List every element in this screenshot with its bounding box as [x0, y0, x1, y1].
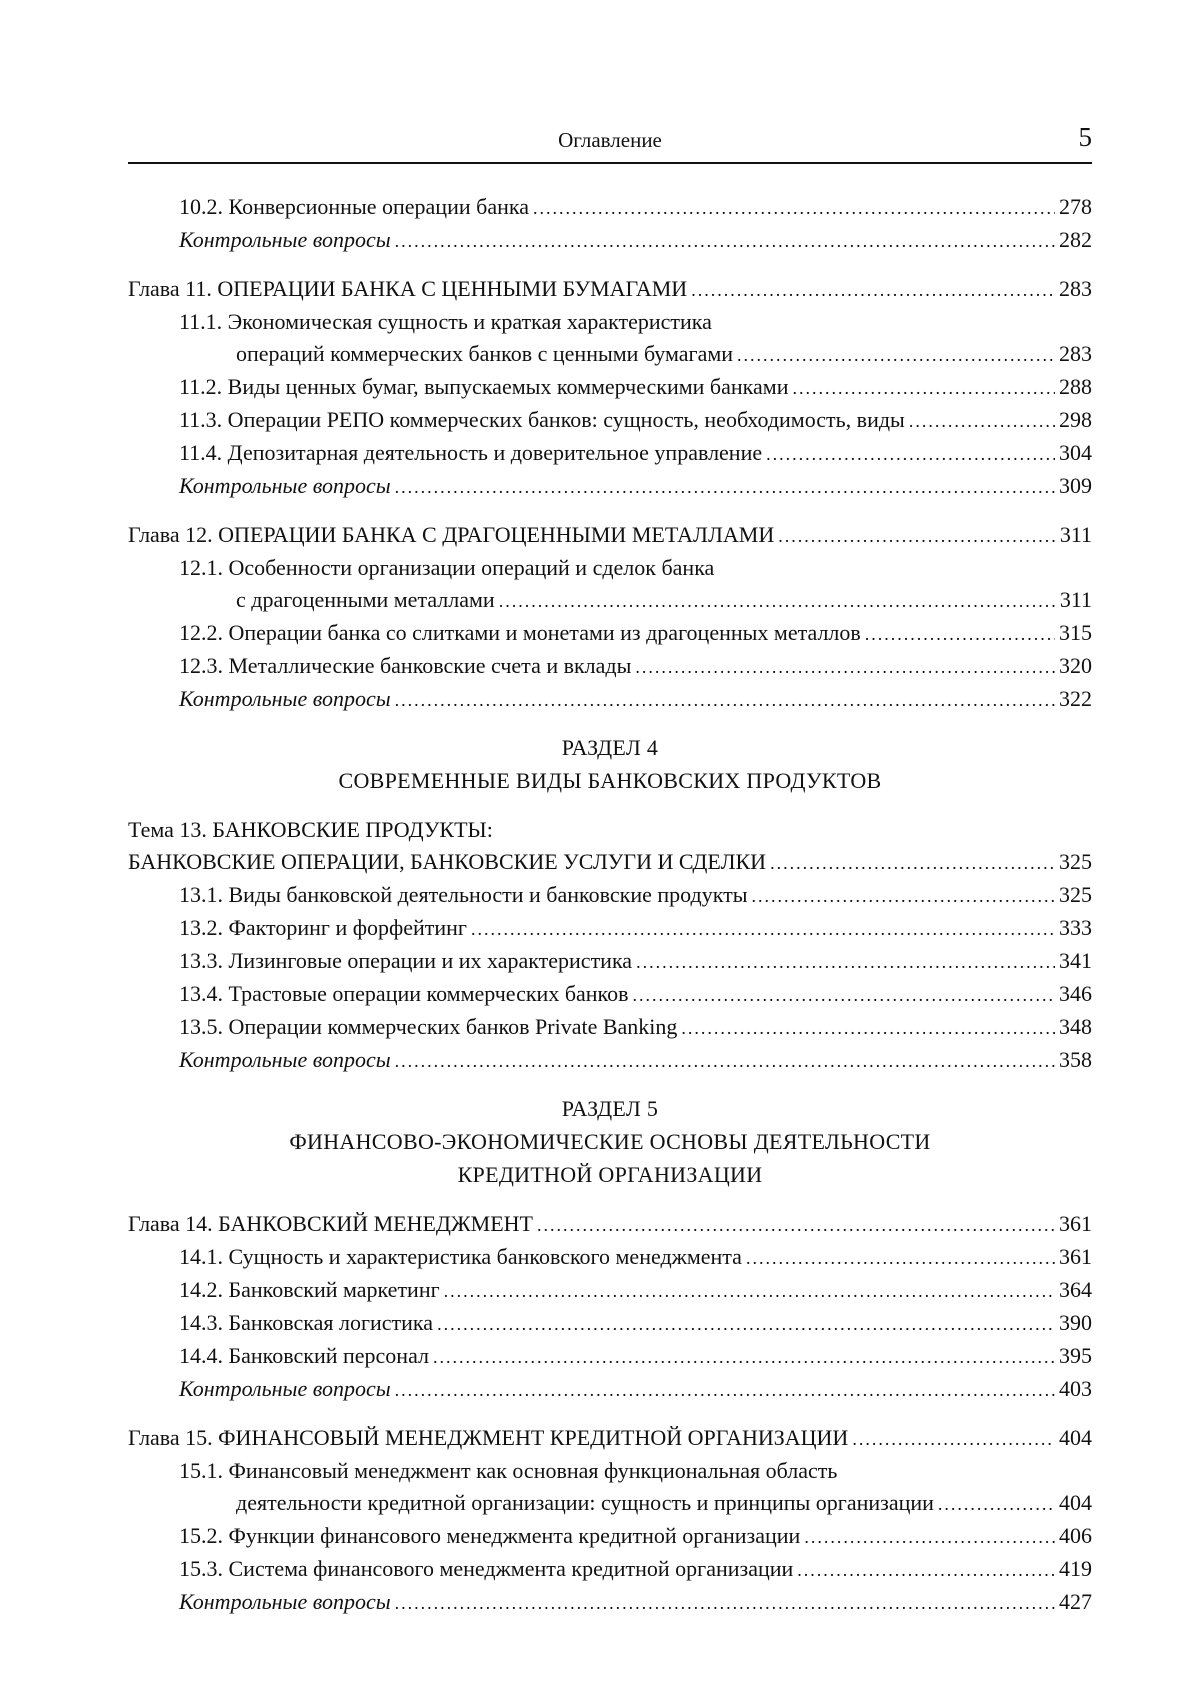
toc-entry: [128, 649, 1092, 682]
toc-entry: [128, 1519, 1092, 1552]
dot-leader: [778, 520, 1056, 553]
dot-leader: [636, 946, 1055, 979]
toc-entry-label: 11.3. Операции РЕПО коммерческих банков: сущность, необходимость, виды: [179, 407, 905, 432]
toc-entry-line: 11.1. Экономическая сущность и краткая характеристика: [179, 309, 712, 334]
page-number: 5: [1078, 122, 1092, 152]
toc-entry-page: 325: [1059, 882, 1092, 907]
dot-leader: [395, 684, 1055, 717]
dot-leader: [691, 274, 1055, 307]
dot-leader: [766, 438, 1055, 471]
toc-entry: [128, 1306, 1092, 1339]
dot-leader: [938, 1488, 1055, 1521]
toc-entry-page: 361: [1059, 1244, 1092, 1269]
toc-entry-line: 12.1. Особенности организации операций и сделок банка: [179, 555, 715, 580]
table-of-contents: [128, 190, 1092, 1618]
toc-entry-page: 288: [1059, 374, 1092, 399]
running-header: [128, 122, 1092, 164]
toc-entry: [128, 436, 1092, 469]
toc-entry-page: 315: [1059, 620, 1092, 645]
toc-entry: [128, 403, 1092, 436]
dot-leader: [865, 618, 1055, 651]
toc-entry-label: 13.3. Лизинговые операции и их характеристика: [179, 948, 633, 973]
toc-entry-label: Глава 12. ОПЕРАЦИИ БАНКА С ДРАГОЦЕННЫМИ МЕТАЛЛАМИ: [128, 522, 775, 547]
toc-entry-page: 406: [1059, 1523, 1092, 1548]
toc-entry-page: 395: [1059, 1343, 1092, 1368]
toc-entry-label: операций коммерческих банков с ценными бумагами: [236, 341, 734, 366]
toc-entry-label: Глава 15. ФИНАНСОВЫЙ МЕНЕДЖМЕНТ КРЕДИТНОЙ ОРГАНИЗАЦИИ: [128, 1425, 849, 1450]
dot-leader: [471, 913, 1055, 946]
toc-entry: [128, 1273, 1092, 1306]
dot-leader: [444, 1275, 1055, 1308]
toc-entry-label: 15.2. Функции финансового менеджмента кредитной организации: [179, 1523, 801, 1548]
toc-entry-page: 333: [1059, 915, 1092, 940]
section-subtitle: СОВРЕМЕННЫЕ ВИДЫ БАНКОВСКИХ ПРОДУКТОВ: [338, 768, 882, 793]
toc-entry-page: 346: [1059, 981, 1092, 1006]
dot-leader: [852, 1423, 1055, 1456]
toc-chapter: [128, 845, 1092, 878]
dot-leader: [395, 1587, 1055, 1620]
toc-entry-label: 14.1. Сущность и характеристика банковского менеджмента: [179, 1244, 742, 1269]
toc-entry: [128, 1585, 1092, 1618]
toc-entry-label: 13.4. Трастовые операции коммерческих банков: [179, 981, 629, 1006]
toc-entry-page: 283: [1059, 276, 1092, 301]
toc-entry-label: Контрольные вопросы: [179, 1376, 391, 1401]
toc-entry-page: 311: [1059, 587, 1092, 612]
section-title: РАЗДЕЛ 5: [561, 1096, 659, 1121]
toc-entry: [128, 1486, 1092, 1519]
dot-leader: [395, 225, 1055, 258]
toc-entry: [128, 1552, 1092, 1585]
toc-entry: [128, 583, 1092, 616]
toc-entry-label: Глава 11. ОПЕРАЦИИ БАНКА С ЦЕННЫМИ БУМАГАМИ: [128, 276, 688, 301]
toc-entry: [128, 911, 1092, 944]
toc-entry-line: Тема 13. БАНКОВСКИЕ ПРОДУКТЫ:: [128, 817, 493, 842]
dot-leader: [804, 1521, 1055, 1554]
dot-leader: [395, 471, 1055, 504]
dot-leader: [797, 1554, 1055, 1587]
toc-entry: [128, 1043, 1092, 1076]
toc-entry-page: 361: [1059, 1211, 1092, 1236]
toc-entry-page: 348: [1059, 1014, 1092, 1039]
toc-entry: [128, 682, 1092, 715]
toc-entry-label: Контрольные вопросы: [179, 227, 391, 252]
dot-leader: [737, 339, 1055, 372]
dot-leader: [433, 1341, 1055, 1374]
dot-leader: [499, 585, 1056, 618]
section-subtitle: ФИНАНСОВО-ЭКОНОМИЧЕСКИЕ ОСНОВЫ ДЕЯТЕЛЬНОСТИ: [289, 1129, 931, 1154]
toc-chapter: [128, 518, 1092, 551]
toc-entry-label: 11.4. Депозитарная деятельность и доверительное управление: [179, 440, 763, 465]
toc-entry-label: 14.4. Банковский персонал: [179, 1343, 430, 1368]
toc-entry-label: 13.1. Виды банковской деятельности и банковские продукты: [179, 882, 748, 907]
toc-entry-page: 320: [1059, 653, 1092, 678]
toc-entry: [128, 1372, 1092, 1405]
toc-entry-page: 322: [1059, 686, 1092, 711]
dot-leader: [681, 1012, 1055, 1045]
toc-entry-label: 11.2. Виды ценных бумаг, выпускаемых коммерческими банками: [179, 374, 789, 399]
dot-leader: [633, 979, 1055, 1012]
toc-entry-label: Контрольные вопросы: [179, 1589, 391, 1614]
section-subtitle: КРЕДИТНОЙ ОРГАНИЗАЦИИ: [457, 1162, 763, 1187]
toc-entry-label: Контрольные вопросы: [179, 1047, 391, 1072]
dot-leader: [537, 1209, 1055, 1242]
dot-leader: [395, 1374, 1055, 1407]
toc-entry-page: 278: [1059, 194, 1092, 219]
toc-entry-page: 341: [1059, 948, 1092, 973]
toc-entry-page: 419: [1059, 1556, 1092, 1581]
toc-entry-label: 12.3. Металлические банковские счета и вклады: [179, 653, 632, 678]
toc-entry-page: 309: [1059, 473, 1092, 498]
toc-entry: [128, 469, 1092, 502]
toc-entry: [128, 977, 1092, 1010]
dot-leader: [746, 1242, 1055, 1275]
dot-leader: [533, 192, 1055, 225]
section-title: РАЗДЕЛ 4: [561, 735, 659, 760]
header-title: Оглавление: [558, 128, 662, 152]
toc-entry-page: 282: [1059, 227, 1092, 252]
toc-entry-label: 13.5. Операции коммерческих банков Private Banking: [179, 1014, 678, 1039]
dot-leader: [752, 880, 1056, 913]
toc-entry-label: с драгоценными металлами: [236, 587, 495, 612]
toc-entry: [128, 1240, 1092, 1273]
dot-leader: [395, 1045, 1055, 1078]
toc-entry-label: 14.2. Банковский маркетинг: [179, 1277, 440, 1302]
toc-entry: [128, 370, 1092, 403]
toc-entry-label: 12.2. Операции банка со слитками и монетами из драгоценных металлов: [179, 620, 861, 645]
toc-entry: [128, 337, 1092, 370]
toc-entry-label: Контрольные вопросы: [179, 686, 391, 711]
dot-leader: [770, 847, 1055, 880]
toc-entry-label: 15.3. Система финансового менеджмента кредитной организации: [179, 1556, 794, 1581]
toc-entry-page: 311: [1059, 522, 1092, 547]
toc-entry-line: 15.1. Финансовый менеджмент как основная функциональная область: [179, 1458, 838, 1483]
toc-chapter: [128, 272, 1092, 305]
dot-leader: [635, 651, 1055, 684]
toc-entry: [128, 1010, 1092, 1043]
dot-leader: [792, 372, 1055, 405]
toc-entry-label: 10.2. Конверсионные операции банка: [179, 194, 529, 219]
dot-leader: [437, 1308, 1055, 1341]
toc-entry-label: БАНКОВСКИЕ ОПЕРАЦИИ, БАНКОВСКИЕ УСЛУГИ И СДЕЛКИ: [128, 849, 767, 874]
toc-entry-page: 404: [1059, 1425, 1092, 1450]
dot-leader: [909, 405, 1055, 438]
toc-entry-page: 364: [1059, 1277, 1092, 1302]
toc-entry-label: деятельности кредитной организации: сущность и принципы организации: [236, 1490, 934, 1515]
toc-entry-page: 403: [1059, 1376, 1092, 1401]
toc-entry-page: 404: [1059, 1490, 1092, 1515]
toc-entry: [128, 1339, 1092, 1372]
toc-entry: [128, 616, 1092, 649]
toc-entry-page: 427: [1059, 1589, 1092, 1614]
toc-entry: [128, 190, 1092, 223]
toc-entry-label: 14.3. Банковская логистика: [179, 1310, 434, 1335]
toc-entry-page: 358: [1059, 1047, 1092, 1072]
toc-entry-page: 283: [1059, 341, 1092, 366]
toc-chapter: [128, 1421, 1092, 1454]
toc-entry-page: 304: [1059, 440, 1092, 465]
toc-entry-page: 390: [1059, 1310, 1092, 1335]
toc-entry: [128, 944, 1092, 977]
toc-entry-page: 298: [1059, 407, 1092, 432]
toc-chapter: [128, 1207, 1092, 1240]
toc-entry-label: Глава 14. БАНКОВСКИЙ МЕНЕДЖМЕНТ: [128, 1211, 533, 1236]
toc-entry-page: 325: [1059, 849, 1092, 874]
toc-entry: [128, 878, 1092, 911]
toc-entry-label: Контрольные вопросы: [179, 473, 391, 498]
toc-entry: [128, 223, 1092, 256]
toc-entry-label: 13.2. Факторинг и форфейтинг: [179, 915, 467, 940]
